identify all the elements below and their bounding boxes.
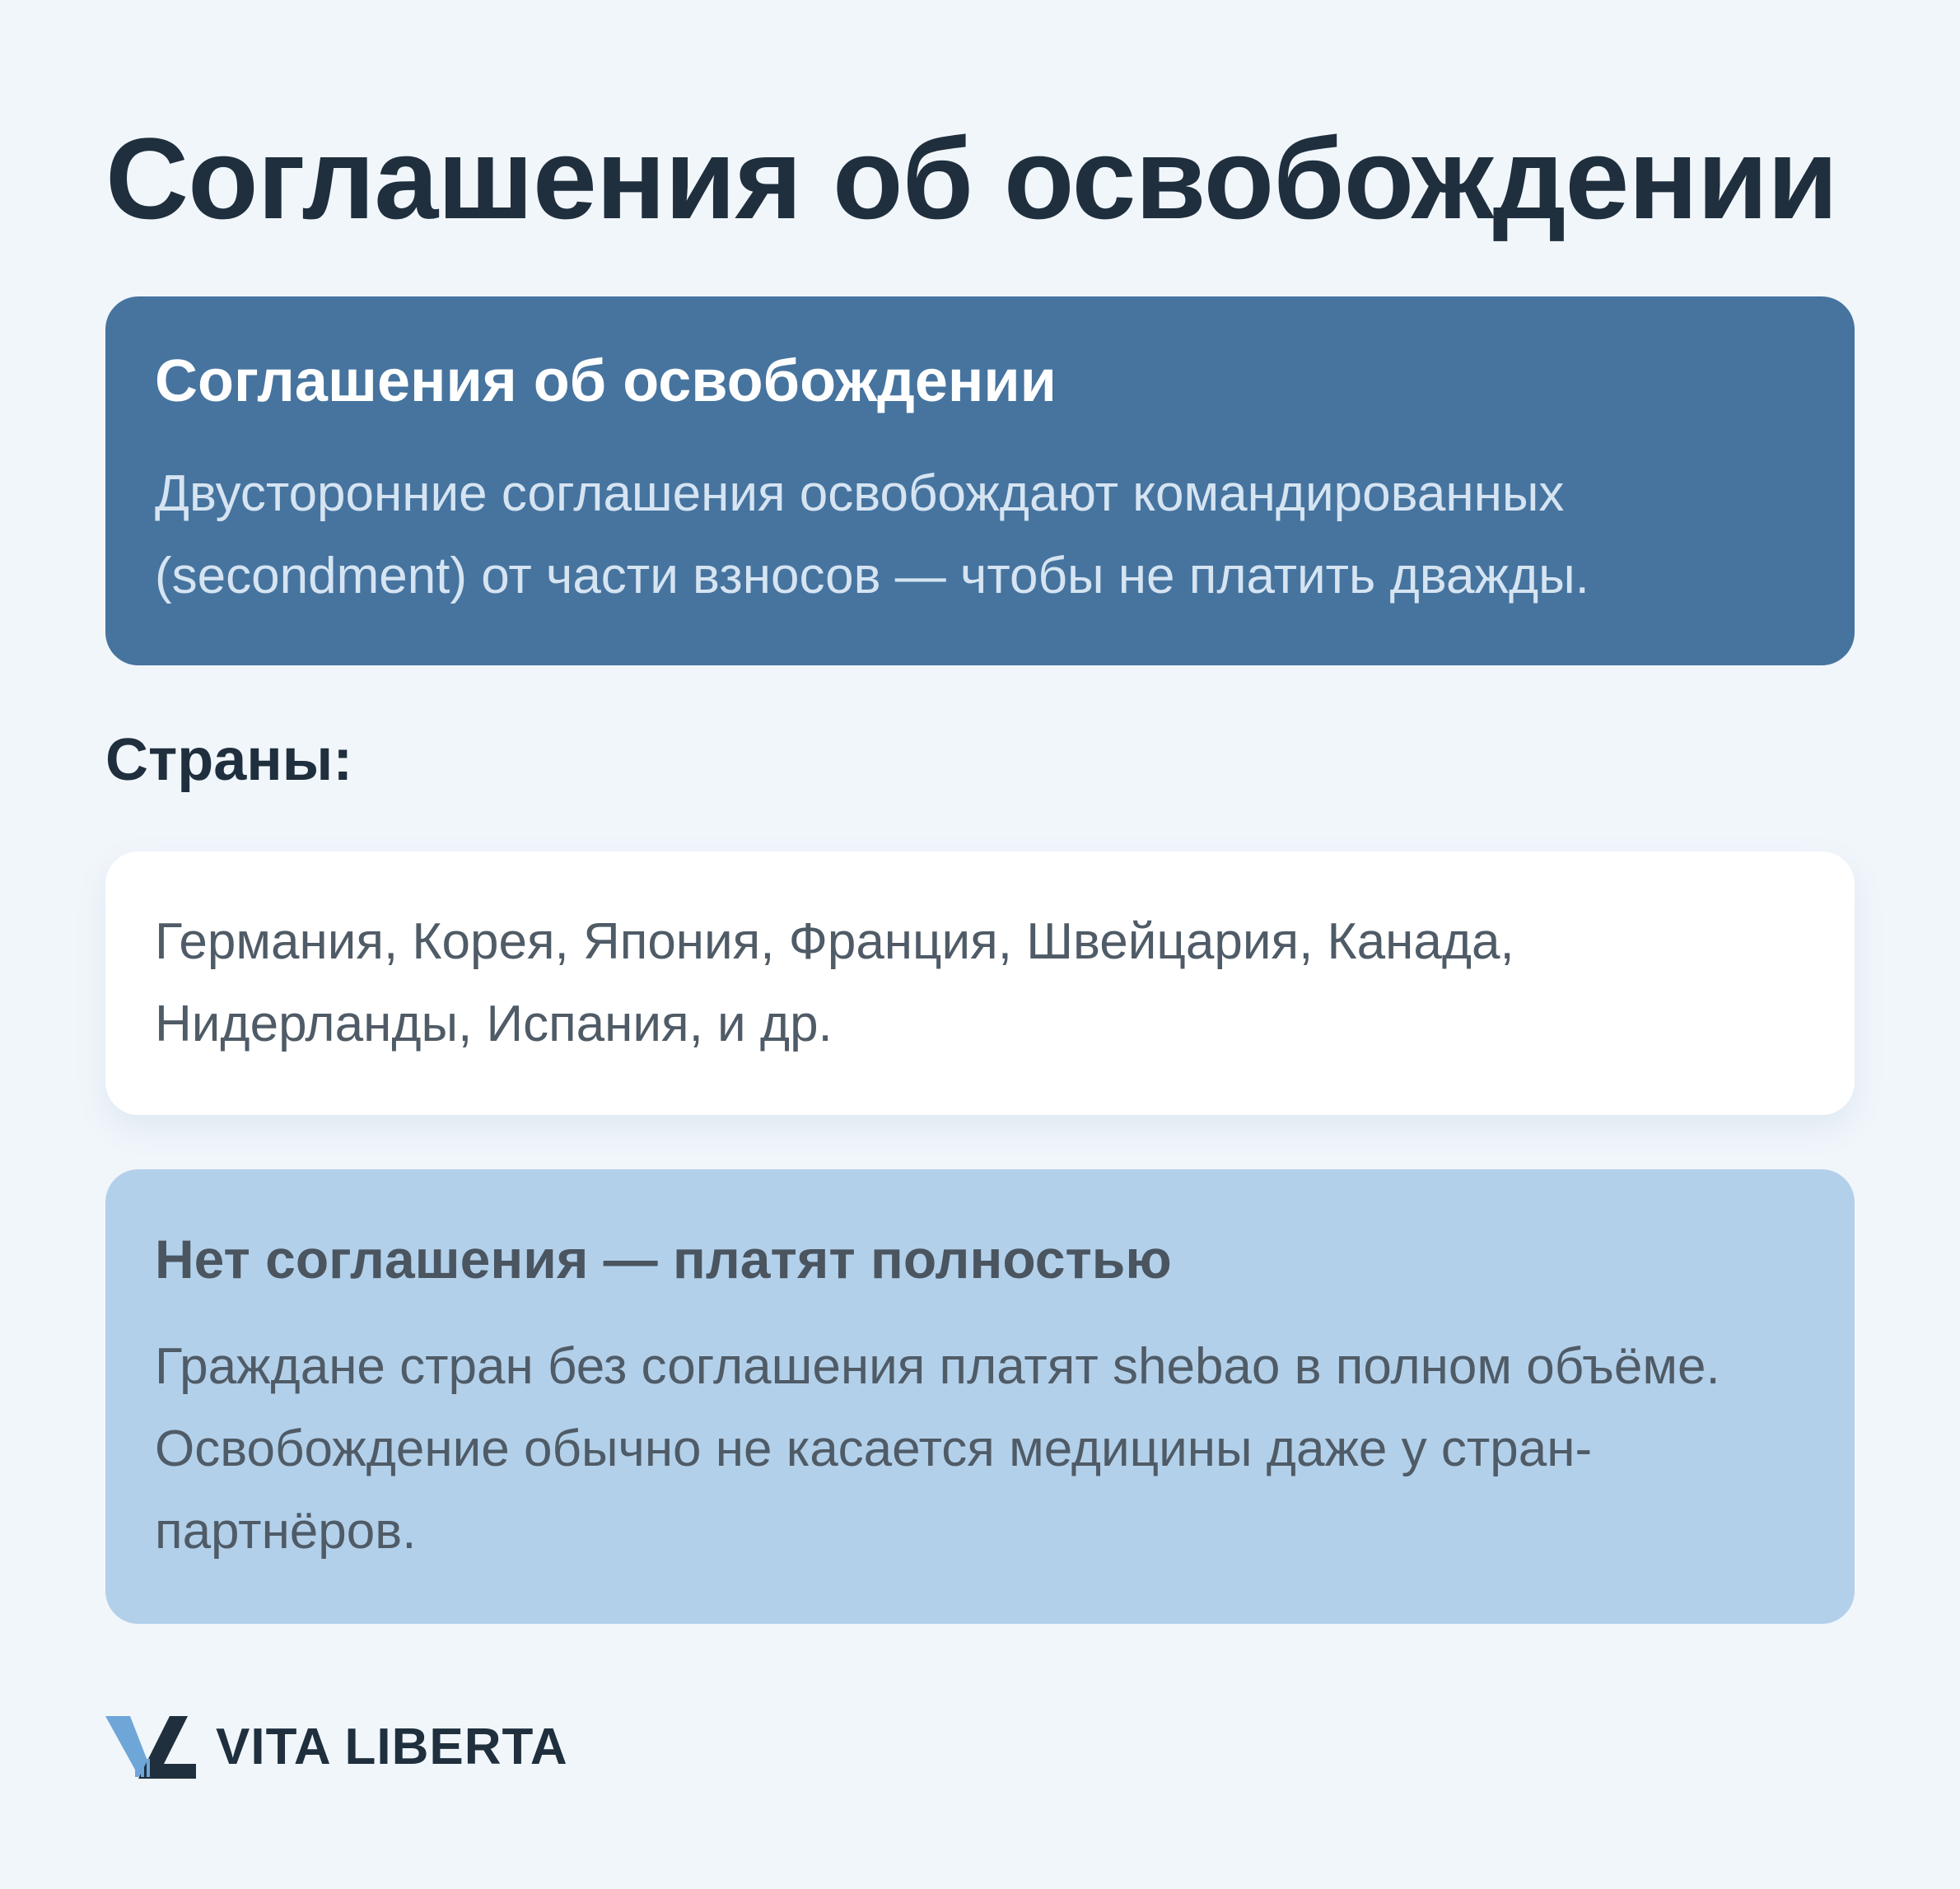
vita-liberta-logo-icon — [105, 1714, 196, 1780]
no-agreement-text: Граждане стран без соглашения платят shebao в полном объёме. Освобождение обычно не касается медицины даже у стран-партнёров. — [155, 1338, 1720, 1560]
page-title: Соглашения об освобождении — [105, 114, 1837, 243]
exemption-info-card — [105, 296, 1855, 665]
brand-name: VITA LIBERTA — [216, 1719, 568, 1775]
countries-list-text: Германия, Корея, Япония, Франция, Швейцария, Канада, Нидерланды, Испания, и др. — [155, 913, 1514, 1052]
brand-logo — [105, 1714, 568, 1780]
countries-label: Страны: — [105, 727, 353, 793]
no-agreement-card — [105, 1169, 1855, 1624]
exemption-info-title: Соглашения об освобождении — [155, 348, 1057, 414]
no-agreement-title: Нет соглашения — платят полностью — [155, 1229, 1172, 1290]
countries-card — [105, 851, 1855, 1115]
exemption-info-text: Двусторонние соглашения освобождают командированных (secondment) от части взносов — чтобы не платить дважды. — [155, 465, 1589, 604]
